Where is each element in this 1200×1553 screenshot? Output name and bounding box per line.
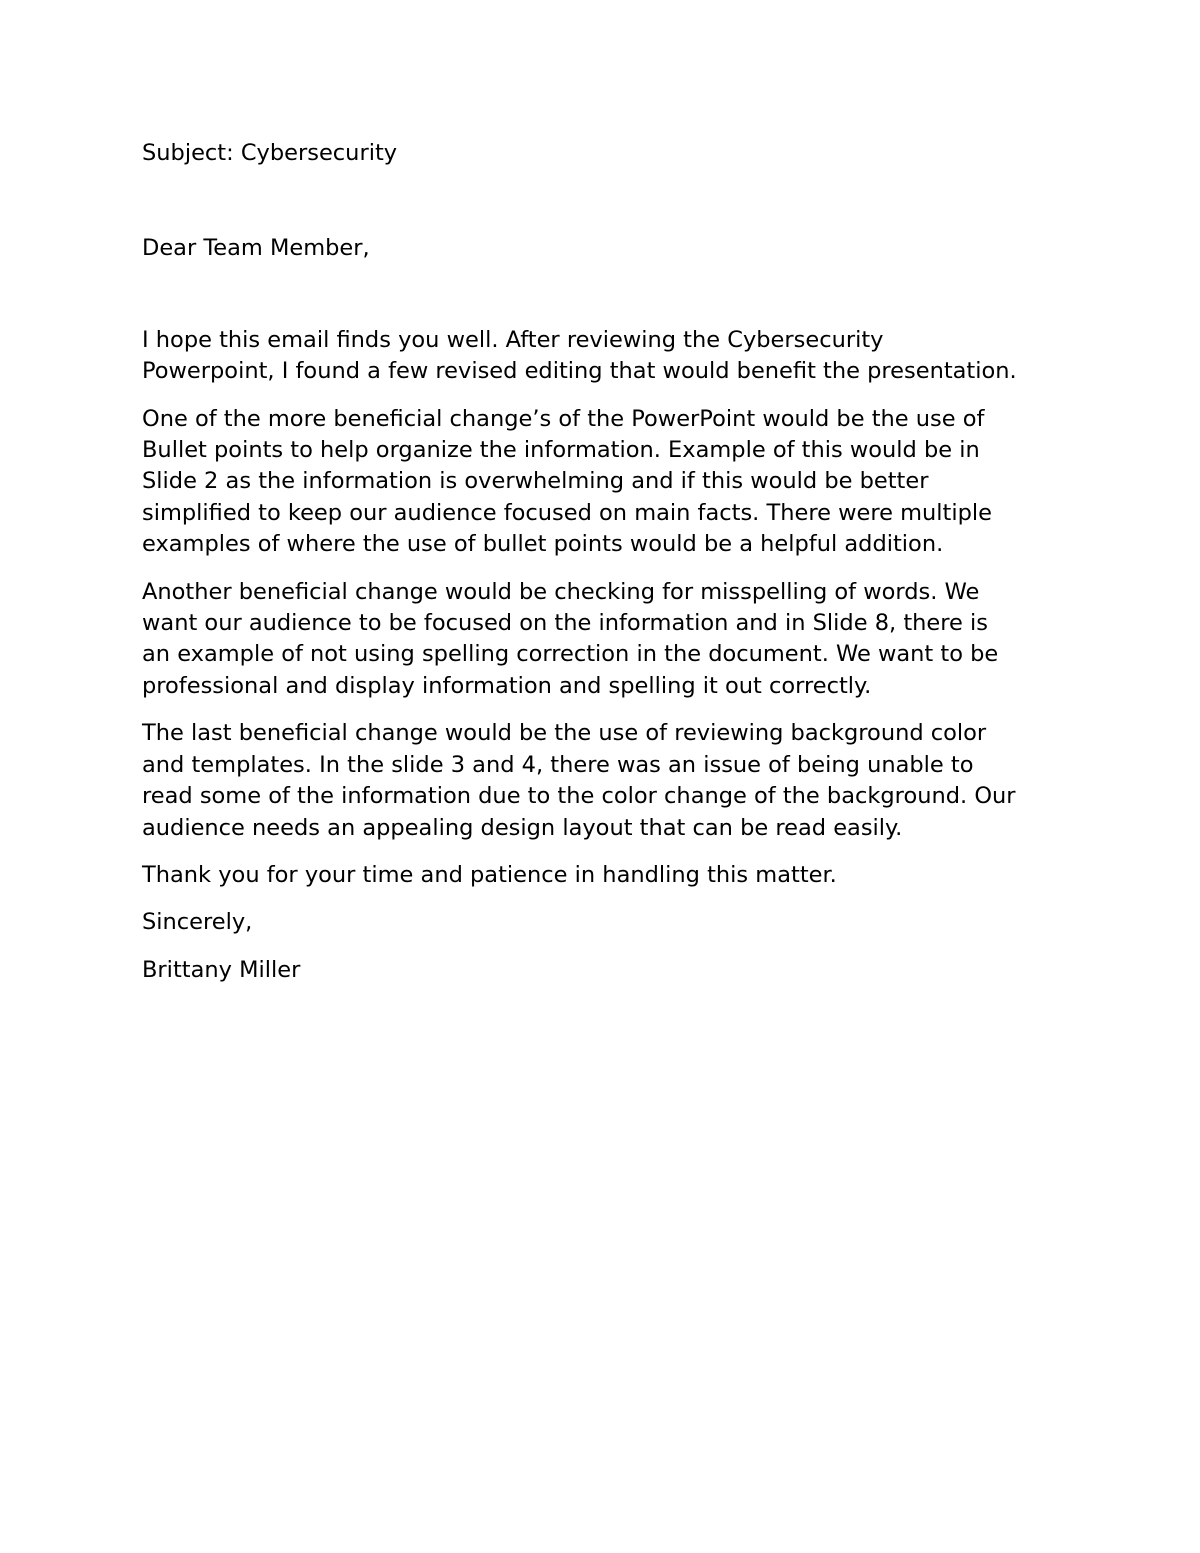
paragraph-bullet-points (142, 404, 1072, 561)
paragraph-line: audience needs an appealing design layout that can be read easily. (142, 814, 903, 841)
paragraph-spelling (142, 577, 1072, 703)
letter-body (142, 138, 1072, 986)
paragraph-line: examples of where the use of bullet points would be a helpful addition. (142, 531, 944, 558)
paragraph-thanks (142, 860, 1072, 891)
email-signature (142, 955, 1072, 986)
email-greeting (142, 233, 1072, 264)
paragraph-background-color (142, 718, 1072, 844)
paragraph-line: Thank you for your time and patience in handling this matter. (142, 861, 837, 888)
paragraph-line: Another beneficial change would be checking for misspelling of words. We (142, 578, 980, 605)
paragraph-line: want our audience to be focused on the information and in Slide 8, there is (142, 610, 988, 637)
paragraph-line: read some of the information due to the color change of the background. Our (142, 783, 1016, 810)
paragraph-line: I hope this email finds you well. After reviewing the Cybersecurity (142, 326, 884, 353)
paragraph-line: Slide 2 as the information is overwhelming and if this would be better (142, 468, 929, 495)
email-closing (142, 907, 1072, 938)
greeting-line: Dear Team Member, (142, 235, 370, 262)
paragraph-line: The last beneficial change would be the use of reviewing background color (142, 720, 987, 747)
paragraph-line: Powerpoint, I found a few revised editing that would benefit the presentation. (142, 358, 1017, 385)
paragraph-line: an example of not using spelling correction in the document. We want to be (142, 641, 999, 668)
paragraph-line: professional and display information and spelling it out correctly. (142, 672, 872, 699)
paragraph-line: Bullet points to help organize the information. Example of this would be in (142, 437, 980, 464)
closing-line: Sincerely, (142, 909, 253, 936)
email-subject (142, 138, 1072, 169)
paragraph-line: One of the more beneficial change’s of the PowerPoint would be the use of (142, 405, 985, 432)
paragraph-intro (142, 325, 1072, 388)
paragraph-line: simplified to keep our audience focused on main facts. There were multiple (142, 499, 992, 526)
paragraph-line: and templates. In the slide 3 and 4, there was an issue of being unable to (142, 751, 974, 778)
subject-line: Subject: Cybersecurity (142, 140, 398, 166)
signature-name: Brittany Miller (142, 956, 301, 983)
